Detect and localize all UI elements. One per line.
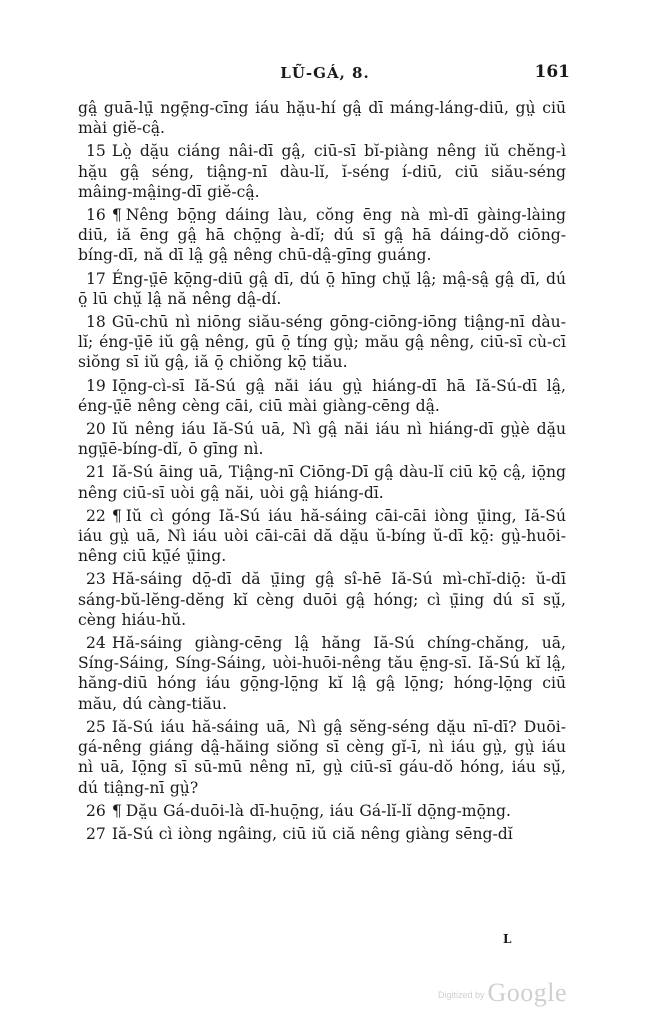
verse-text: Gū-chū nì niōng siău-séng gōng-ciōng-iōng tiâ̤ng-nī dàu-lĭ; éng-ṳ̄ē iŭ gâ̤ nêng, gū ō̤ tíng gṳ̀; mău gâ̤ nêng, ciū-sī cù-cī siŏng sī iŭ gâ̤, iă ō̤ chiŏng kō̤ tiău. (78, 313, 566, 372)
verse-text: gâ̤ guā-lṳ̄ ngḙ̄ng-cīng iáu hă̤u-hí gâ̤ dī máng-láng-diū, gṳ̀ ciū mài giĕ-câ̤. (78, 99, 566, 138)
verse-text: Iă-Sú āing uā, Tiâ̤ng-nī Ciōng-Dī gâ̤ dàu-lĭ ciū kō̤ câ̤, iō̤ng nêng ciū-sī uòi gâ̤ năi, uòi gâ̤ hiáng-dī. (78, 463, 566, 502)
verse-paragraph (78, 141, 566, 202)
verse-text: Iŭ nêng iáu Iă-Sú uā, Nì gâ̤ năi iáu nì hiáng-dī gṳ̀è dă̤u ngṳ̄ē-bíng-dĭ, ō gīng nì. (78, 420, 566, 459)
watermark-prefix: Digitized by (438, 990, 485, 1000)
running-header (80, 64, 570, 90)
verse-paragraph (78, 717, 566, 798)
verse-text: Hă-sáing dō̤-dī dă ṳ̄ing gâ̤ sî-hē Iă-Sú mì-chĭ-diō̤: ŭ-dī sáng-bŭ-lĕng-dĕng kĭ cèng duōi gâ̤ hóng; cì ṳ̄ing dú sī sṳ̆, cèng hiáu-hŭ. (78, 570, 566, 629)
verse-paragraph (78, 824, 566, 844)
verse-paragraph (78, 269, 566, 309)
verse-text: Lò̤ dă̤u ciáng nâi-dī gâ̤, ciū-sī bĭ-piàng nêng iŭ chĕng-ì hă̤u gâ̤ séng, tiâ̤ng-nī dàu-lĭ, ĭ-séng í-diū, ciū siău-séng mâing-mâ̤ing-dī giĕ-câ̤. (78, 142, 566, 201)
signature-mark: L (503, 932, 512, 946)
verse-number: 25 (86, 717, 106, 736)
verse-text: Iō̤ng-cì-sī Iă-Sú gâ̤ năi iáu gṳ̀ hiáng-dī hā Iă-Sú-dī lâ̤, éng-ṳ̄ē nêng cèng cāi, ciū mài giàng-cēng dâ̤. (78, 376, 566, 415)
verse-number: 23 (86, 570, 106, 589)
verse-number: 15 (86, 142, 106, 161)
verse-text: Hă-sáing giàng-cēng lâ̤ hăng Iă-Sú chíng-chăng, uā, Síng-Sáing, Síng-Sáing, uòi-huōi-nêng tău ē̤ng-sī. Iă-Sú kĭ lâ̤, hăng-diū hóng iáu gō̤ng-lō̤ng kĭ lâ̤ gâ̤ lō̤ng; hóng-lō̤ng ciū mău, dú càng-tiău. (78, 634, 566, 713)
verse-text: Dă̤u Gá-duōi-là dī-huō̤ng, iáu Gá-lĭ-lĭ dō̤ng-mō̤ng. (125, 801, 511, 820)
page-number: 161 (534, 62, 570, 82)
google-digitized-watermark (438, 978, 567, 1008)
verse-text: Nêng bō̤ng dáing làu, cŏng ēng nà mì-dī gàing-làing diū, iă ēng gâ̤ hā chō̤ng à-dĭ; dú sī gâ̤ hā dáing-dŏ ciōng-bíng-dī, nă dī lâ̤ gâ̤ nêng chū-dâ̤-gīng guáng. (78, 206, 566, 265)
verse-number: 20 (86, 420, 106, 439)
verse-number: 17 (86, 269, 106, 288)
pilcrow-icon: ¶ (111, 206, 122, 225)
verse-number: 18 (86, 313, 106, 332)
verse-number: 26 (86, 801, 106, 820)
verse-paragraph (78, 633, 566, 714)
pilcrow-icon: ¶ (111, 801, 122, 820)
verse-text: Iă-Sú cì iòng ngâing, ciū iŭ ciă nêng giàng sēng-dĭ (111, 824, 513, 843)
running-title: LŨ-GÁ, 8. (280, 64, 370, 82)
verse-number: 21 (86, 463, 106, 482)
verse-paragraph (78, 569, 566, 630)
verse-paragraph (78, 205, 566, 266)
verse-number: 16 (86, 206, 106, 225)
verse-paragraph (78, 419, 566, 459)
verse-number: 19 (86, 376, 106, 395)
verse-paragraph (78, 376, 566, 416)
verse-text: Iă-Sú iáu hă-sáing uā, Nì gâ̤ sĕng-séng dă̤u nī-dī? Duōi-gá-nêng giáng dâ̤-hăing siŏng sī cèng gĭ-ī, nì iáu gṳ̀, gṳ̀ iáu nì uā, Iō̤ng sī sū-mū nêng nī, gṳ̀ ciū-sī gáu-dŏ hóng, iáu sṳ̆, dú tiâ̤ng-nī gṳ̀? (78, 717, 566, 797)
verse-paragraph (78, 462, 566, 502)
verse-paragraph (78, 98, 566, 138)
verse-number: 22 (86, 506, 106, 525)
verse-number: 24 (86, 634, 106, 653)
scripture-text (78, 98, 566, 847)
verse-paragraph (78, 312, 566, 373)
verse-paragraph (78, 506, 566, 567)
verse-paragraph (78, 801, 566, 821)
google-logo: Google (487, 978, 568, 1007)
verse-text: Iŭ cì góng Iă-Sú iáu hă-sáing cāi-cāi iòng ṳ̄ing, Iă-Sú iáu gṳ̀ uā, Nì iáu uòi cāi-cāi dă dă̤u ŭ-bíng ŭ-dī kō̤: gṳ̀-huōi-nêng ciū kṳ̄é ṳ̄ing. (78, 506, 566, 566)
verse-number: 27 (86, 824, 106, 843)
pilcrow-icon: ¶ (111, 506, 122, 525)
verse-text: Éng-ṳ̄ē kō̤ng-diū gâ̤ dī, dú ō̤ hīng chṳ̆ lâ̤; mâ̤-sâ̤ gâ̤ dī, dú ō̤ lū chṳ̆ lâ̤ nă nêng dâ̤-dí. (78, 269, 566, 308)
